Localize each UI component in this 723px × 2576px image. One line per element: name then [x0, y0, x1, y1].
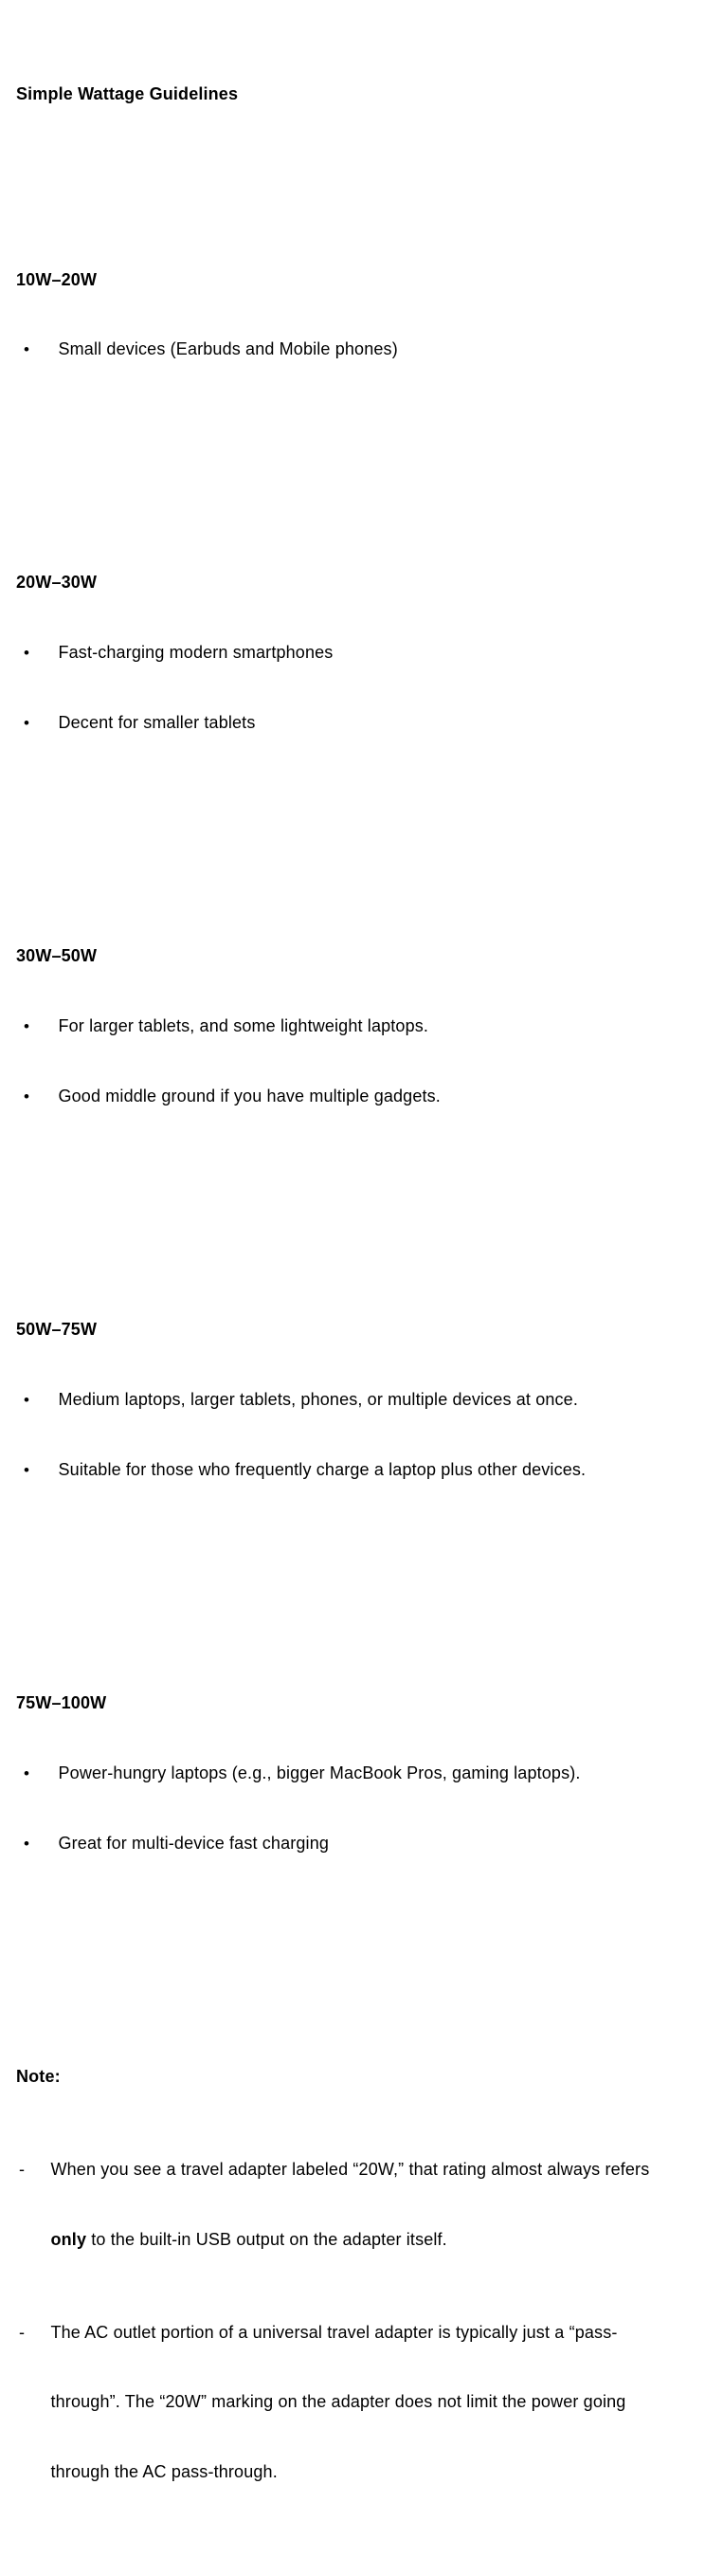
bullet-icon: • [24, 1461, 30, 1479]
bullet-icon: • [24, 1087, 30, 1105]
bullet-marker [16, 711, 59, 736]
note-item-text-rest: to the built-in USB output on the adapter itself. [86, 2229, 447, 2249]
list-item-text: Suitable for those who frequently charge a laptop plus other devices. [58, 1460, 587, 1479]
bullet-icon: • [24, 340, 30, 358]
list-item [16, 1085, 707, 1109]
list-item-text: For larger tablets, and some lightweight laptops. [58, 1015, 429, 1035]
bullet-icon: • [24, 714, 30, 732]
list-item [16, 641, 707, 666]
bullet-icon: • [24, 1835, 30, 1853]
note-item-continuation [16, 2228, 707, 2252]
note-item-continuation [16, 2460, 707, 2484]
list-item [16, 1388, 707, 1413]
bullet-icon: • [24, 1390, 30, 1409]
section-heading: 10W–20W [16, 269, 98, 289]
note-item [16, 2321, 707, 2345]
dash-marker: - [19, 2322, 26, 2342]
bullet-marker [16, 1085, 59, 1109]
note-item-text: When you see a travel adapter labeled “20W,” that rating almost always refers [50, 2160, 650, 2179]
note-heading: Note: [16, 2067, 61, 2086]
list-item [16, 711, 707, 736]
section-50w-75w [16, 1271, 707, 1529]
bullet-marker [16, 1458, 59, 1483]
list-item [16, 1832, 707, 1856]
bullet-marker [16, 1014, 59, 1039]
section-10w-20w [16, 222, 707, 409]
bullet-marker [16, 1832, 59, 1856]
list-item-text: Medium laptops, larger tablets, phones, or multiple devices at once. [58, 1389, 578, 1409]
note-item-text: through the AC pass-through. [50, 2461, 278, 2481]
section-30w-50w [16, 898, 707, 1156]
list-item-text: Small devices (Earbuds and Mobile phones) [58, 339, 398, 358]
section-heading: 30W–50W [16, 946, 98, 965]
list-item-text: Fast-charging modern smartphones [58, 642, 334, 662]
bullet-marker [16, 338, 59, 362]
bullet-icon: • [24, 643, 30, 662]
section-heading: 20W–30W [16, 573, 98, 592]
note-item-text: through”. The “20W” marking on the adapter does not limit the power going [50, 2392, 626, 2411]
bullet-marker [16, 1388, 59, 1413]
page-title: Simple Wattage Guidelines [16, 83, 239, 103]
list-item [16, 1458, 707, 1483]
bullet-marker [16, 1762, 59, 1786]
list-item-text: Good middle ground if you have multiple gadgets. [58, 1087, 441, 1105]
note-item-text: The AC outlet portion of a universal travel adapter is typically just a “pass- [50, 2322, 618, 2342]
note-item [16, 2158, 707, 2182]
section-20w-30w [16, 524, 707, 782]
section-75w-100w [16, 1645, 707, 1903]
list-item [16, 1762, 707, 1786]
bullet-icon: • [24, 1763, 30, 1782]
dash-marker: - [19, 2160, 26, 2179]
bullet-marker [16, 641, 59, 666]
list-item-text: Power-hungry laptops (e.g., bigger MacBook Pros, gaming laptops). [58, 1763, 581, 1782]
bold-word: only [50, 2229, 87, 2249]
section-heading: 75W–100W [16, 1693, 107, 1712]
note-section [16, 2019, 707, 2530]
list-item [16, 1014, 707, 1039]
section-heading: 50W–75W [16, 1320, 98, 1339]
list-item-text: Great for multi-device fast charging [58, 1834, 330, 1853]
list-item-text: Decent for smaller tablets [58, 713, 256, 732]
bullet-icon: • [24, 1016, 30, 1035]
note-item-continuation [16, 2390, 707, 2414]
list-item [16, 338, 707, 362]
note-item-text [51, 2228, 708, 2252]
